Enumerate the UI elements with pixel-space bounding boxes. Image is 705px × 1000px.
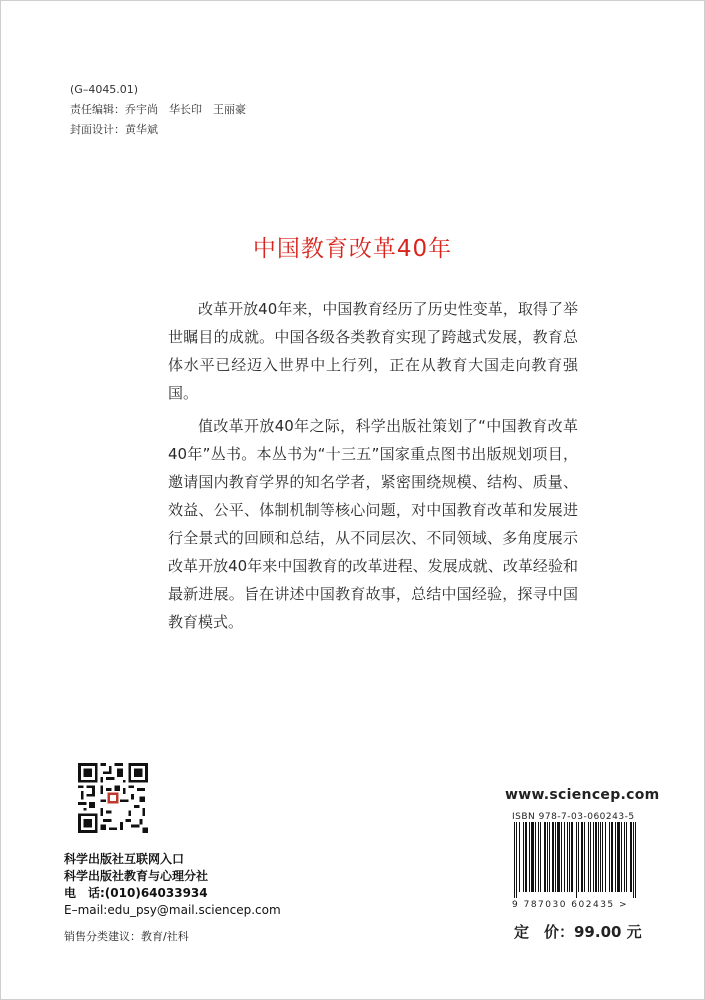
series-title: 中国教育改革40年 bbox=[252, 236, 453, 262]
publisher-email: E–mail:edu_psy@mail.sciencep.com bbox=[64, 903, 281, 917]
qr-code-icon bbox=[78, 763, 148, 833]
isbn-digits: 9 787030 602435 > bbox=[512, 900, 629, 910]
designer-name: 黄华斌 bbox=[125, 123, 158, 136]
publisher-phone: 电 话:(010)64033934 bbox=[64, 886, 208, 900]
barcode-icon bbox=[512, 822, 640, 898]
blurb-paragraph-2: 值改革开放40年之际，科学出版社策划了“中国教育改革40年”丛书。本丛书为“十三五”国家重点图书出版规划项目，邀请国内教育学界的知名学者，紧密围绕规模、结构、质量、效益、公平、体制机制等核心问题，对中国教育改革和发展进行全景式的回顾和总结，从不同层次、不同领域、多角度展示改革开放40年来中国教育的改革进程、发展成就、改革经验和最新进展。旨在讲述中国教育故事，总结中国经验，探寻中国教育模式。 bbox=[168, 417, 578, 631]
catalog-code: (G–4045.01) bbox=[70, 83, 139, 96]
blurb-paragraph-1: 改革开放40年来，中国教育经历了历史性变革，取得了举世瞩目的成就。中国各级各类教育实现了跨越式发展，教育总体水平已经迈入世界中上行列，正在从教育大国走向教育强国。 bbox=[168, 300, 578, 402]
editors-line bbox=[70, 100, 246, 120]
isbn-block bbox=[512, 812, 640, 910]
price: 定 价：99.00 元 bbox=[514, 923, 642, 941]
blurb bbox=[168, 295, 578, 641]
publisher-portal: 科学出版社互联网入口 bbox=[64, 852, 185, 866]
publisher-branch: 科学出版社教育与心理分社 bbox=[64, 869, 209, 883]
designer-line bbox=[70, 120, 246, 140]
isbn-label: ISBN 978-7-03-060243-5 bbox=[512, 812, 635, 822]
sales-category: 销售分类建议：教育/社科 bbox=[64, 930, 189, 943]
editors-label: 责任编辑： bbox=[70, 103, 125, 116]
publisher-info bbox=[64, 851, 281, 945]
publisher-website: www.sciencep.com bbox=[505, 787, 660, 803]
editors-names: 乔宇尚 华长印 王丽豪 bbox=[125, 103, 246, 116]
editorial-credits bbox=[70, 80, 246, 140]
designer-label: 封面设计： bbox=[70, 123, 125, 136]
